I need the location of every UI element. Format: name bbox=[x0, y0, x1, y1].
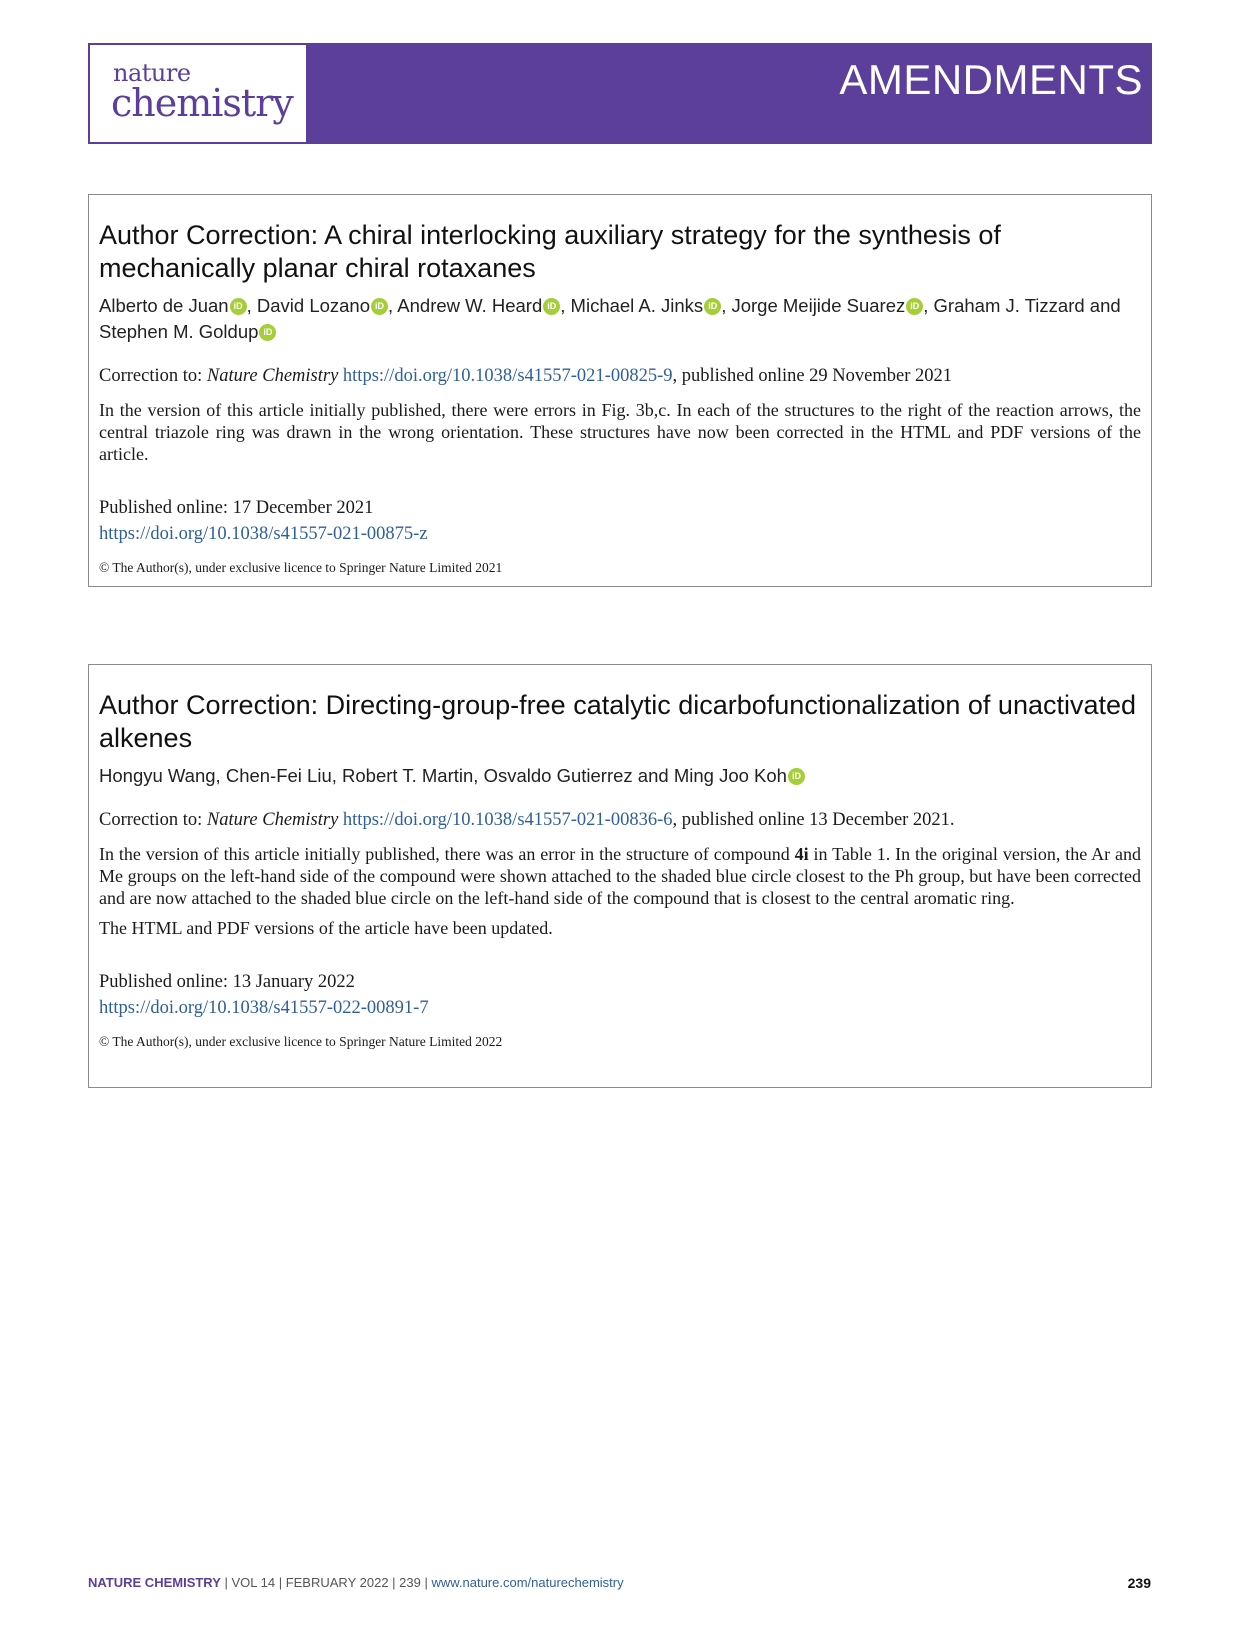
correction-reference: Correction to: Nature Chemistry https://doi.org/10.1038/s41557-021-00836-6, published online 13 December 2021. bbox=[99, 810, 955, 830]
correction-body: In the version of this article initially published, there was an error in the structure of compound 4i in Table 1. In the original version, the Ar and Me groups on the left-hand side of the compound were shown attached to the shaded blue circle closest to the Ph group, but have been corrected and are now attached to the shaded blue circle on the left-hand side of the compound that is closest to the central aromatic ring. bbox=[99, 844, 1141, 908]
notice-title: Author Correction: A chiral interlocking auxiliary strategy for the synthesis of mechanically planar chiral rotaxanes bbox=[99, 220, 1001, 283]
author-name: Chen-Fei Liu bbox=[225, 765, 332, 786]
footer-website-link[interactable]: www.nature.com/naturechemistry bbox=[431, 1575, 624, 1590]
doi-link[interactable]: https://doi.org/10.1038/s41557-021-00875-z bbox=[99, 524, 428, 544]
notice-title: Author Correction: Directing-group-free catalytic dicarbofunctionalization of unactivated alkenes bbox=[99, 690, 1137, 753]
author-name: Andrew W. Heard bbox=[397, 295, 543, 316]
doi-link[interactable]: https://doi.org/10.1038/s41557-022-00891-7 bbox=[99, 998, 429, 1018]
compound-label: 4i bbox=[794, 844, 809, 864]
journal-name: Nature Chemistry bbox=[206, 366, 339, 386]
author-name: Jorge Meijide Suarez bbox=[731, 295, 906, 316]
page-number: 239 bbox=[1127, 1575, 1151, 1591]
logo-chemistry-text: chemistry bbox=[111, 81, 293, 125]
orcid-icon[interactable]: iD bbox=[230, 298, 247, 315]
author-name: Michael A. Jinks bbox=[570, 295, 704, 316]
author-name: Graham J. Tizzard bbox=[933, 295, 1085, 316]
author-name: David Lozano bbox=[256, 295, 371, 316]
correction-body-2: The HTML and PDF versions of the article have been updated. bbox=[99, 918, 553, 938]
orcid-icon[interactable]: iD bbox=[788, 768, 805, 785]
orcid-icon[interactable]: iD bbox=[259, 324, 276, 341]
correction-body: In the version of this article initially published, there were errors in Fig. 3b,c. In each of the structures to the right of the reaction arrows, the central triazole ring was drawn in the wrong orientation. These structures have now been corrected in the HTML and PDF versions of the article. bbox=[99, 400, 1141, 464]
journal-name: Nature Chemistry bbox=[206, 810, 339, 830]
journal-logo[interactable] bbox=[90, 45, 306, 142]
orcid-icon[interactable]: iD bbox=[371, 298, 388, 315]
author-name: Ming Joo Koh bbox=[673, 765, 787, 786]
correction-doi-link[interactable]: https://doi.org/10.1038/s41557-021-00836-6 bbox=[342, 810, 673, 830]
copyright: © The Author(s), under exclusive licence to Springer Nature Limited 2021 bbox=[99, 560, 503, 575]
footer-details: | VOL 14 | FEBRUARY 2022 | 239 | bbox=[220, 1575, 432, 1590]
author-name: Alberto de Juan bbox=[99, 295, 229, 316]
author-name: Hongyu Wang bbox=[99, 765, 216, 786]
correction-notice-2 bbox=[88, 664, 1152, 1088]
author-name: Osvaldo Gutierrez bbox=[483, 765, 633, 786]
author-list: Hongyu Wang, Chen-Fei Liu, Robert T. Martin, Osvaldo Gutierrez and Ming Joo Koh iD bbox=[99, 763, 1141, 789]
orcid-icon[interactable]: iD bbox=[543, 298, 560, 315]
correction-notice-1 bbox=[88, 194, 1152, 587]
author-name: Stephen M. Goldup bbox=[99, 321, 259, 342]
footer-journal: NATURE CHEMISTRY bbox=[88, 1575, 221, 1590]
logo-nature-text: nature bbox=[113, 59, 191, 87]
page-footer bbox=[88, 1575, 624, 1590]
orcid-icon[interactable]: iD bbox=[704, 298, 721, 315]
published-date: Published online: 13 January 2022 bbox=[99, 972, 355, 992]
author-list: Alberto de Juan iD , David Lozano iD , Andrew W. Heard iD , Michael A. Jinks iD , Jorge Meijide Suarez iD , Graham J. Tizzard and Stephen M. Goldup iD bbox=[99, 295, 1121, 342]
correction-doi-link[interactable]: https://doi.org/10.1038/s41557-021-00825-9 bbox=[342, 366, 673, 386]
copyright: © The Author(s), under exclusive licence to Springer Nature Limited 2022 bbox=[99, 1034, 503, 1049]
published-date: Published online: 17 December 2021 bbox=[99, 498, 374, 518]
section-label: AMENDMENTS bbox=[839, 56, 1143, 103]
orcid-icon[interactable]: iD bbox=[906, 298, 923, 315]
correction-reference: Correction to: Nature Chemistry https://doi.org/10.1038/s41557-021-00825-9, published online 29 November 2021 bbox=[99, 366, 953, 386]
author-name: Robert T. Martin bbox=[342, 765, 474, 786]
